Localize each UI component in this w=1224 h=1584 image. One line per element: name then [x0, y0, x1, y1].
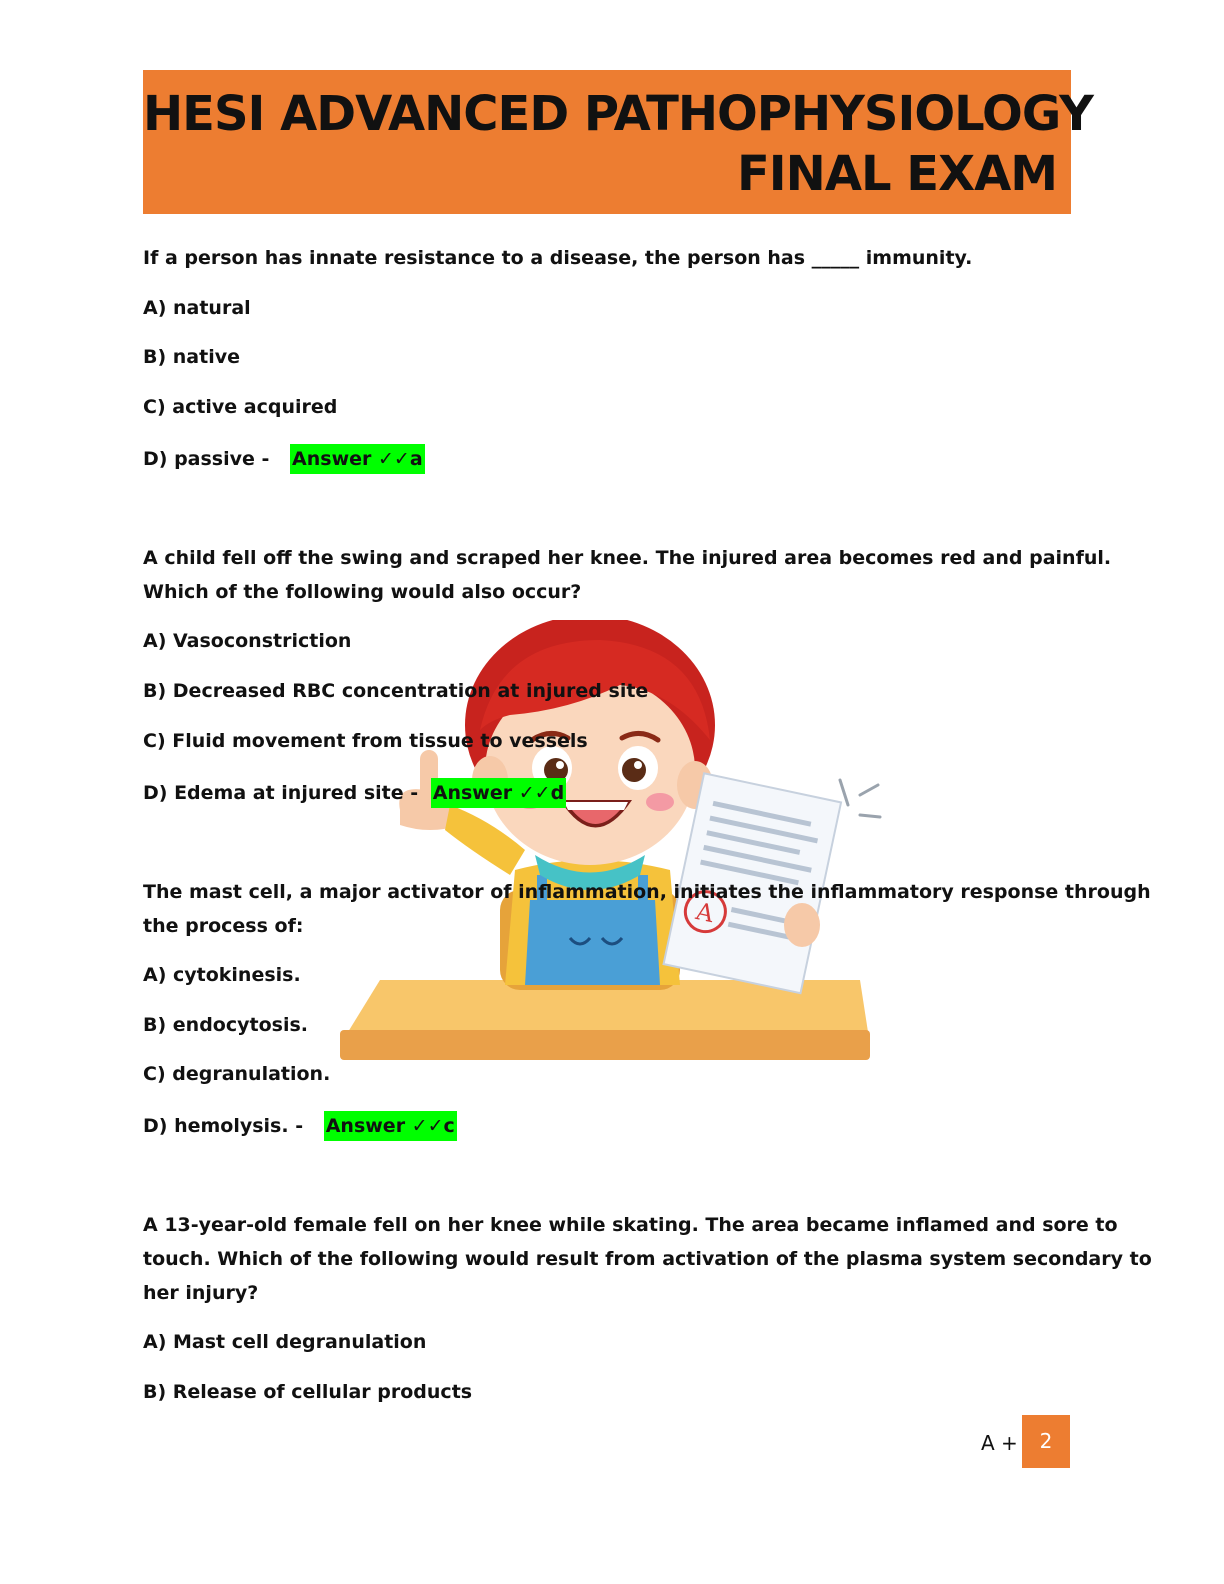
- question-2-answer: Answer ✓✓d: [431, 778, 566, 808]
- question-2-option-d: [143, 781, 566, 805]
- question-1-option-b: B) native: [143, 346, 240, 368]
- question-2-stem-line2: Which of the following would also occur?: [143, 581, 582, 603]
- question-3-stem-line2: the process of:: [143, 915, 304, 937]
- question-3-stem-line1: The mast cell, a major activator of inflammation, initiates the inflammatory response through: [143, 881, 1151, 903]
- page-number: 2: [1022, 1415, 1070, 1468]
- question-4-stem-line3: her injury?: [143, 1282, 259, 1304]
- header-title-line1: HESI ADVANCED PATHOPHYSIOLOGY: [143, 86, 1093, 142]
- footer-grade-label: A +: [981, 1431, 1018, 1455]
- question-4-option-b: B) Release of cellular products: [143, 1381, 473, 1403]
- question-3-answer: Answer ✓✓c: [324, 1111, 457, 1141]
- paper-grade-mark: A: [693, 897, 717, 929]
- question-3-option-d-text: D) hemolysis. -: [143, 1115, 304, 1137]
- question-3-option-a: A) cytokinesis.: [143, 964, 301, 986]
- question-1-option-c: C) active acquired: [143, 396, 338, 418]
- question-1-option-d-text: D) passive -: [143, 448, 270, 470]
- question-4-stem-line2: touch. Which of the following would result from activation of the plasma system secondary to: [143, 1248, 1152, 1270]
- question-3-option-d: [143, 1114, 457, 1138]
- question-2-option-d-text: D) Edema at injured site -: [143, 782, 419, 804]
- question-3-option-b: B) endocytosis.: [143, 1014, 308, 1036]
- question-2-option-c: C) Fluid movement from tissue to vessels: [143, 730, 588, 752]
- question-2-option-b: B) Decreased RBC concentration at injured site: [143, 680, 649, 702]
- question-4-option-a: A) Mast cell degranulation: [143, 1331, 427, 1353]
- document-header: [143, 70, 1093, 214]
- question-2-option-a: A) Vasoconstriction: [143, 630, 352, 652]
- header-title-line2: FINAL EXAM: [737, 146, 1057, 202]
- question-1-option-d: [143, 447, 425, 471]
- question-4-stem-line1: A 13-year-old female fell on her knee while skating. The area became inflamed and sore to: [143, 1214, 1118, 1236]
- question-2-stem-line1: A child fell off the swing and scraped her knee. The injured area becomes red and painful.: [143, 547, 1112, 569]
- question-1-option-a: A) natural: [143, 297, 251, 319]
- question-1-stem: If a person has innate resistance to a disease, the person has _____ immunity.: [143, 247, 973, 269]
- question-1-answer: Answer ✓✓a: [290, 444, 425, 474]
- question-3-option-c: C) degranulation.: [143, 1063, 331, 1085]
